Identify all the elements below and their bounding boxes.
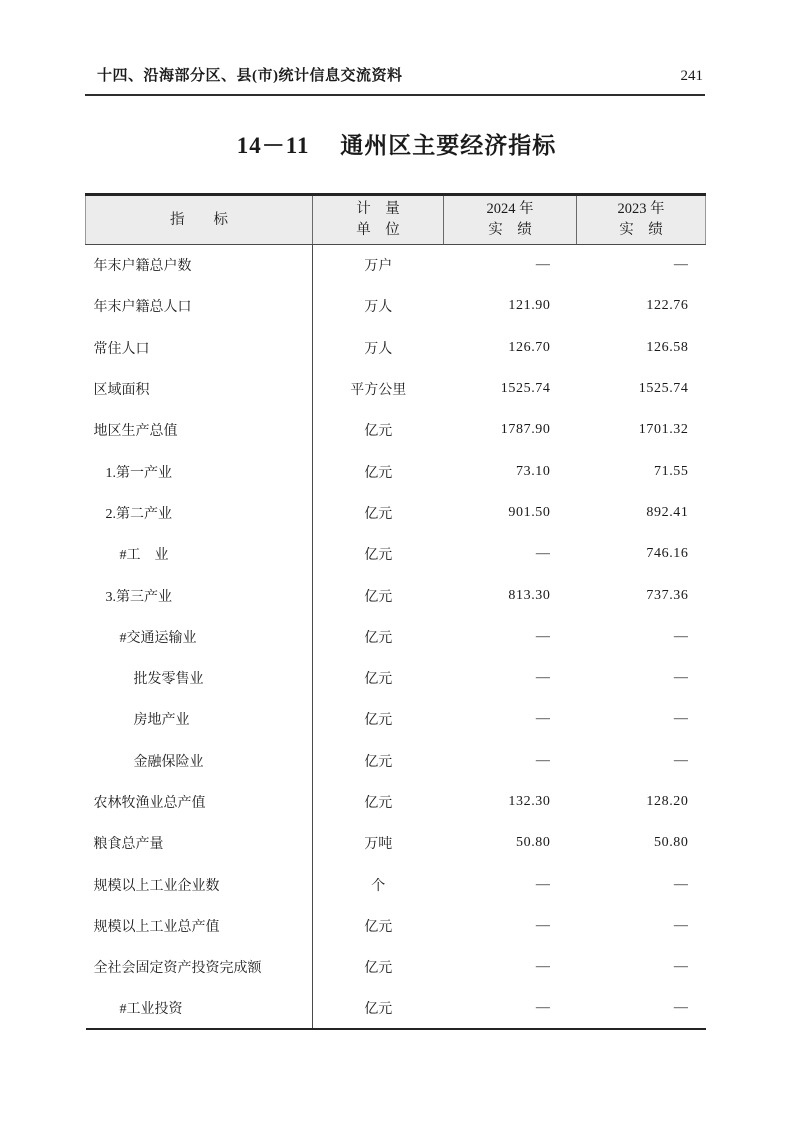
unit-cell: 亿元 bbox=[364, 589, 393, 605]
indicator-cell: 粮食总产量 bbox=[86, 823, 313, 864]
value-2024-cell: — bbox=[535, 257, 551, 273]
table-row bbox=[86, 947, 706, 988]
value-2023-cell: — bbox=[673, 999, 689, 1015]
indicator-cell: #工业投资 bbox=[86, 988, 313, 1029]
value-2023-cell: — bbox=[673, 917, 689, 933]
indicator-cell: 地区生产总值 bbox=[86, 410, 313, 451]
unit-cell: 亿元 bbox=[364, 424, 393, 440]
table-row bbox=[86, 534, 706, 575]
table-row bbox=[86, 740, 706, 781]
indicator-cell: 3.第三产业 bbox=[86, 575, 313, 616]
unit-cell: 亿元 bbox=[364, 630, 393, 646]
header-row bbox=[86, 195, 706, 245]
unit-cell: 亿元 bbox=[364, 1001, 393, 1017]
table-row bbox=[86, 492, 706, 533]
indicator-cell: 规模以上工业总产值 bbox=[86, 905, 313, 946]
table-row bbox=[86, 327, 706, 368]
unit-cell: 亿元 bbox=[364, 548, 393, 564]
table-row bbox=[86, 286, 706, 327]
value-2023-cell: 50.80 bbox=[654, 835, 689, 851]
table-row bbox=[86, 368, 706, 409]
value-2024-cell: 1787.90 bbox=[500, 422, 551, 438]
table-row bbox=[86, 616, 706, 657]
col-header-2024: 2024 年 实 绩 bbox=[444, 195, 577, 245]
unit-cell: 亿元 bbox=[364, 713, 393, 729]
unit-cell: 亿元 bbox=[364, 465, 393, 481]
indicator-cell: 区域面积 bbox=[86, 368, 313, 409]
value-2024-cell: — bbox=[535, 752, 551, 768]
value-2023-cell: 126.58 bbox=[646, 339, 689, 355]
value-2023-cell: — bbox=[673, 959, 689, 975]
value-2024-cell: — bbox=[535, 546, 551, 562]
table-row bbox=[86, 823, 706, 864]
value-2023-cell: 746.16 bbox=[646, 546, 689, 562]
unit-cell: 万人 bbox=[364, 341, 393, 357]
value-2024-cell: 901.50 bbox=[508, 504, 551, 520]
running-head bbox=[85, 64, 705, 96]
value-2024-cell: — bbox=[535, 876, 551, 892]
value-2023-cell: 71.55 bbox=[654, 463, 689, 479]
value-2023-cell: — bbox=[673, 876, 689, 892]
unit-cell: 亿元 bbox=[364, 796, 393, 811]
col-header-unit: 计 量 单 位 bbox=[313, 195, 444, 245]
value-2023-cell: — bbox=[673, 257, 689, 273]
indicator-cell: 金融保险业 bbox=[86, 740, 313, 781]
table-row bbox=[86, 657, 706, 698]
table-row bbox=[86, 699, 706, 740]
indicator-cell: 规模以上工业企业数 bbox=[86, 864, 313, 905]
col-header-2023: 2023 年 实 绩 bbox=[577, 195, 706, 245]
table-row bbox=[86, 864, 706, 905]
table-row bbox=[86, 245, 706, 286]
table-title: 14－11 通州区主要经济指标 bbox=[236, 133, 557, 158]
value-2024-cell: — bbox=[535, 917, 551, 933]
unit-cell: 平方公里 bbox=[350, 383, 407, 399]
table-row bbox=[86, 410, 706, 451]
indicator-cell: 1.第一产业 bbox=[86, 451, 313, 492]
value-2024-cell: 50.80 bbox=[516, 835, 551, 851]
value-2024-cell: — bbox=[535, 711, 551, 727]
indicator-cell: 常住人口 bbox=[86, 327, 313, 368]
table-body bbox=[86, 245, 706, 1030]
value-2023-cell: 892.41 bbox=[646, 504, 689, 520]
table-row bbox=[86, 988, 706, 1029]
unit-cell: 亿元 bbox=[364, 961, 393, 977]
unit-cell: 个 bbox=[371, 878, 386, 894]
unit-cell: 亿元 bbox=[364, 506, 393, 522]
table-row bbox=[86, 451, 706, 492]
unit-cell: 亿元 bbox=[364, 919, 393, 935]
value-2024-cell: 121.90 bbox=[508, 298, 551, 314]
unit-cell: 万人 bbox=[364, 300, 393, 316]
indicator-cell: 房地产业 bbox=[86, 699, 313, 740]
value-2024-cell: 813.30 bbox=[508, 587, 551, 603]
indicator-cell: #交通运输业 bbox=[86, 616, 313, 657]
indicator-cell: 年末户籍总户数 bbox=[86, 245, 313, 286]
value-2023-cell: — bbox=[673, 711, 689, 727]
table-row bbox=[86, 575, 706, 616]
value-2024-cell: — bbox=[535, 628, 551, 644]
indicator-cell: 全社会固定资产投资完成额 bbox=[86, 947, 313, 988]
value-2024-cell: 126.70 bbox=[508, 339, 551, 355]
indicator-cell: 批发零售业 bbox=[86, 657, 313, 698]
value-2024-cell: — bbox=[535, 670, 551, 686]
value-2024-cell: 132.30 bbox=[508, 794, 551, 809]
value-2024-cell: — bbox=[535, 999, 551, 1015]
value-2024-cell: 73.10 bbox=[516, 463, 551, 479]
value-2023-cell: 1525.74 bbox=[638, 381, 689, 397]
table-header bbox=[86, 195, 706, 245]
unit-cell: 万户 bbox=[364, 259, 393, 275]
indicator-cell: 年末户籍总人口 bbox=[86, 286, 313, 327]
indicator-cell: #工 业 bbox=[86, 534, 313, 575]
value-2023-cell: 122.76 bbox=[646, 298, 689, 314]
table-row bbox=[86, 781, 706, 822]
stats-table bbox=[85, 193, 706, 1030]
page-number: 241 bbox=[680, 68, 703, 84]
value-2023-cell: — bbox=[673, 752, 689, 768]
unit-cell: 万吨 bbox=[364, 837, 393, 853]
value-2023-cell: — bbox=[673, 670, 689, 686]
unit-cell: 亿元 bbox=[364, 754, 393, 770]
table-row bbox=[86, 905, 706, 946]
unit-cell: 亿元 bbox=[364, 672, 393, 688]
indicator-cell: 农林牧渔业总产值 bbox=[86, 781, 313, 822]
value-2023-cell: 128.20 bbox=[646, 794, 689, 809]
indicator-cell: 2.第二产业 bbox=[86, 492, 313, 533]
value-2023-cell: 737.36 bbox=[646, 587, 689, 603]
value-2024-cell: — bbox=[535, 959, 551, 975]
running-head-title: 十四、沿海部分区、县(市)统计信息交流资料 bbox=[97, 68, 403, 84]
col-header-indicator: 指 标 bbox=[86, 195, 313, 245]
value-2023-cell: 1701.32 bbox=[638, 422, 689, 438]
value-2024-cell: 1525.74 bbox=[500, 381, 551, 397]
value-2023-cell: — bbox=[673, 628, 689, 644]
